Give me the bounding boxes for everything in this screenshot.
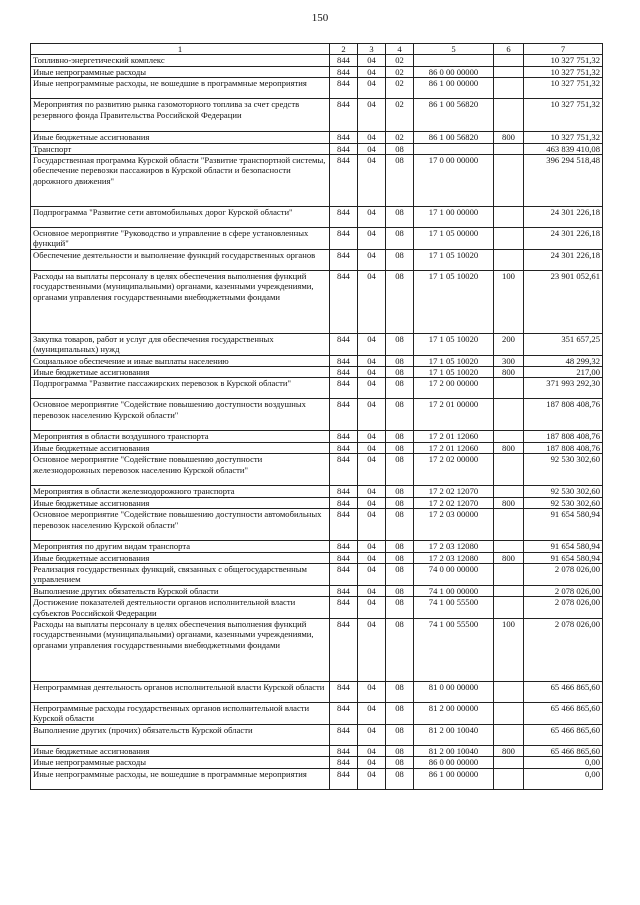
table-row bbox=[31, 355, 603, 366]
row-section: 04 bbox=[358, 757, 386, 768]
row-type bbox=[494, 249, 524, 270]
row-amount: 92 530 302,60 bbox=[524, 486, 603, 497]
row-section: 04 bbox=[358, 618, 386, 681]
header-cell-3: 3 bbox=[358, 44, 386, 55]
row-subsection: 02 bbox=[386, 132, 414, 143]
row-target: 74 1 00 55500 bbox=[414, 618, 494, 681]
row-name: Иные бюджетные ассигнования bbox=[31, 745, 330, 756]
row-type bbox=[494, 378, 524, 399]
row-amount: 10 327 751,32 bbox=[524, 66, 603, 77]
row-name: Основное мероприятие "Содействие повышению доступности воздушных перевозок населению Курской области" bbox=[31, 399, 330, 431]
row-target: 17 1 05 00000 bbox=[414, 228, 494, 250]
row-target bbox=[414, 143, 494, 154]
row-target: 74 1 00 00000 bbox=[414, 585, 494, 596]
row-type bbox=[494, 563, 524, 585]
row-type bbox=[494, 724, 524, 745]
row-type: 800 bbox=[494, 497, 524, 508]
row-section: 04 bbox=[358, 333, 386, 355]
row-target: 86 1 00 00000 bbox=[414, 78, 494, 99]
row-amount: 0,00 bbox=[524, 768, 603, 789]
row-name: Иные непрограммные расходы, не вошедшие в программные мероприятия bbox=[31, 768, 330, 789]
row-section: 04 bbox=[358, 497, 386, 508]
row-amount: 10 327 751,32 bbox=[524, 99, 603, 132]
table-row bbox=[31, 367, 603, 378]
row-subsection: 08 bbox=[386, 207, 414, 228]
row-code: 844 bbox=[330, 355, 358, 366]
table-row bbox=[31, 745, 603, 756]
row-target: 17 1 05 10020 bbox=[414, 249, 494, 270]
row-code: 844 bbox=[330, 745, 358, 756]
row-amount: 23 901 052,61 bbox=[524, 270, 603, 333]
table-row bbox=[31, 333, 603, 355]
row-code: 844 bbox=[330, 431, 358, 442]
row-type: 200 bbox=[494, 333, 524, 355]
row-type bbox=[494, 757, 524, 768]
row-code: 844 bbox=[330, 155, 358, 207]
row-name: Иные бюджетные ассигнования bbox=[31, 442, 330, 453]
table-row bbox=[31, 702, 603, 724]
row-subsection: 08 bbox=[386, 378, 414, 399]
row-code: 844 bbox=[330, 541, 358, 552]
row-amount: 10 327 751,32 bbox=[524, 78, 603, 99]
row-section: 04 bbox=[358, 155, 386, 207]
row-type bbox=[494, 66, 524, 77]
row-section: 04 bbox=[358, 55, 386, 66]
row-amount: 24 301 226,18 bbox=[524, 249, 603, 270]
row-type: 800 bbox=[494, 552, 524, 563]
row-type bbox=[494, 228, 524, 250]
row-section: 04 bbox=[358, 99, 386, 132]
row-amount: 91 654 580,94 bbox=[524, 541, 603, 552]
row-target: 17 2 03 00000 bbox=[414, 509, 494, 541]
header-cell-2: 2 bbox=[330, 44, 358, 55]
row-section: 04 bbox=[358, 270, 386, 333]
row-target: 17 2 03 12080 bbox=[414, 552, 494, 563]
row-amount: 351 657,25 bbox=[524, 333, 603, 355]
row-subsection: 08 bbox=[386, 552, 414, 563]
row-section: 04 bbox=[358, 66, 386, 77]
table-body bbox=[31, 55, 603, 789]
row-name: Основное мероприятие "Руководство и управление в сфере установленных функций" bbox=[31, 228, 330, 250]
row-target: 74 1 00 55500 bbox=[414, 597, 494, 619]
row-subsection: 08 bbox=[386, 563, 414, 585]
row-target: 81 2 00 00000 bbox=[414, 702, 494, 724]
row-amount: 2 078 026,00 bbox=[524, 563, 603, 585]
row-target: 17 2 01 00000 bbox=[414, 399, 494, 431]
row-code: 844 bbox=[330, 563, 358, 585]
row-amount: 371 993 292,30 bbox=[524, 378, 603, 399]
row-subsection: 08 bbox=[386, 768, 414, 789]
row-section: 04 bbox=[358, 768, 386, 789]
row-code: 844 bbox=[330, 378, 358, 399]
row-type bbox=[494, 541, 524, 552]
row-amount: 91 654 580,94 bbox=[524, 509, 603, 541]
table-row bbox=[31, 207, 603, 228]
row-target: 81 0 00 00000 bbox=[414, 681, 494, 702]
row-code: 844 bbox=[330, 618, 358, 681]
row-target: 17 1 05 10020 bbox=[414, 355, 494, 366]
row-code: 844 bbox=[330, 367, 358, 378]
row-subsection: 02 bbox=[386, 99, 414, 132]
row-name: Реализация государственных функций, связанных с общегосударственным управлением bbox=[31, 563, 330, 585]
row-amount: 10 327 751,32 bbox=[524, 55, 603, 66]
row-amount: 24 301 226,18 bbox=[524, 207, 603, 228]
row-name: Подпрограмма "Развитие пассажирских перевозок в Курской области" bbox=[31, 378, 330, 399]
row-amount: 2 078 026,00 bbox=[524, 585, 603, 596]
row-subsection: 08 bbox=[386, 509, 414, 541]
row-target: 17 2 01 12060 bbox=[414, 431, 494, 442]
row-target: 86 0 00 00000 bbox=[414, 757, 494, 768]
table-row bbox=[31, 509, 603, 541]
row-amount: 48 299,32 bbox=[524, 355, 603, 366]
row-amount: 187 808 408,76 bbox=[524, 431, 603, 442]
table-row bbox=[31, 431, 603, 442]
row-type bbox=[494, 454, 524, 486]
row-name: Иные бюджетные ассигнования bbox=[31, 367, 330, 378]
header-cell-7: 7 bbox=[524, 44, 603, 55]
header-row bbox=[31, 44, 603, 55]
row-code: 844 bbox=[330, 757, 358, 768]
row-code: 844 bbox=[330, 207, 358, 228]
table-row bbox=[31, 724, 603, 745]
row-type bbox=[494, 768, 524, 789]
table-row bbox=[31, 597, 603, 619]
row-amount: 2 078 026,00 bbox=[524, 597, 603, 619]
row-target: 17 0 00 00000 bbox=[414, 155, 494, 207]
row-code: 844 bbox=[330, 132, 358, 143]
row-subsection: 08 bbox=[386, 249, 414, 270]
row-subsection: 08 bbox=[386, 431, 414, 442]
row-subsection: 08 bbox=[386, 745, 414, 756]
row-target: 86 0 00 00000 bbox=[414, 66, 494, 77]
row-subsection: 08 bbox=[386, 367, 414, 378]
row-amount: 2 078 026,00 bbox=[524, 618, 603, 681]
row-type bbox=[494, 509, 524, 541]
table-row bbox=[31, 585, 603, 596]
row-amount: 463 839 410,08 bbox=[524, 143, 603, 154]
row-amount: 91 654 580,94 bbox=[524, 552, 603, 563]
row-amount: 92 530 302,60 bbox=[524, 454, 603, 486]
table-row bbox=[31, 552, 603, 563]
row-type bbox=[494, 431, 524, 442]
row-code: 844 bbox=[330, 442, 358, 453]
budget-table bbox=[30, 43, 603, 790]
row-name: Подпрограмма "Развитие сети автомобильных дорог Курской области" bbox=[31, 207, 330, 228]
row-section: 04 bbox=[358, 681, 386, 702]
table-row bbox=[31, 768, 603, 789]
row-section: 04 bbox=[358, 724, 386, 745]
table-row bbox=[31, 442, 603, 453]
row-target: 17 1 05 10020 bbox=[414, 333, 494, 355]
table-row bbox=[31, 143, 603, 154]
row-section: 04 bbox=[358, 552, 386, 563]
header-cell-1: 1 bbox=[31, 44, 330, 55]
row-code: 844 bbox=[330, 486, 358, 497]
row-code: 844 bbox=[330, 681, 358, 702]
row-section: 04 bbox=[358, 78, 386, 99]
row-type bbox=[494, 155, 524, 207]
row-type bbox=[494, 99, 524, 132]
row-target: 81 2 00 10040 bbox=[414, 745, 494, 756]
row-subsection: 08 bbox=[386, 143, 414, 154]
row-type: 800 bbox=[494, 367, 524, 378]
row-name: Обеспечение деятельности и выполнение функций государственных органов bbox=[31, 249, 330, 270]
row-subsection: 08 bbox=[386, 702, 414, 724]
row-target: 17 2 02 00000 bbox=[414, 454, 494, 486]
row-amount: 65 466 865,60 bbox=[524, 681, 603, 702]
row-subsection: 08 bbox=[386, 585, 414, 596]
row-target: 86 1 00 56820 bbox=[414, 99, 494, 132]
row-name: Государственная программа Курской области "Развитие транспортной системы, обеспечение перевозки пассажиров в Курской области и безопасности дорожного движения" bbox=[31, 155, 330, 207]
row-code: 844 bbox=[330, 78, 358, 99]
header-cell-5: 5 bbox=[414, 44, 494, 55]
row-code: 844 bbox=[330, 143, 358, 154]
row-name: Непрограммная деятельность органов исполнительной власти Курской области bbox=[31, 681, 330, 702]
table-row bbox=[31, 757, 603, 768]
row-section: 04 bbox=[358, 399, 386, 431]
row-name: Иные непрограммные расходы, не вошедшие в программные мероприятия bbox=[31, 78, 330, 99]
row-subsection: 08 bbox=[386, 228, 414, 250]
row-section: 04 bbox=[358, 541, 386, 552]
row-code: 844 bbox=[330, 724, 358, 745]
row-name: Иные бюджетные ассигнования bbox=[31, 552, 330, 563]
row-name: Иные бюджетные ассигнования bbox=[31, 132, 330, 143]
row-type bbox=[494, 597, 524, 619]
row-amount: 92 530 302,60 bbox=[524, 497, 603, 508]
row-amount: 24 301 226,18 bbox=[524, 228, 603, 250]
row-target: 81 2 00 10040 bbox=[414, 724, 494, 745]
row-target: 17 2 02 12070 bbox=[414, 497, 494, 508]
row-subsection: 02 bbox=[386, 55, 414, 66]
row-amount: 65 466 865,60 bbox=[524, 745, 603, 756]
row-name: Выполнение других (прочих) обязательств Курской области bbox=[31, 724, 330, 745]
row-subsection: 08 bbox=[386, 724, 414, 745]
row-code: 844 bbox=[330, 399, 358, 431]
table-row bbox=[31, 132, 603, 143]
row-code: 844 bbox=[330, 585, 358, 596]
table-row bbox=[31, 563, 603, 585]
row-section: 04 bbox=[358, 249, 386, 270]
row-amount: 65 466 865,60 bbox=[524, 702, 603, 724]
row-name: Основное мероприятие "Содействие повышению доступности автомобильных перевозок населению Курской области" bbox=[31, 509, 330, 541]
row-name: Расходы на выплаты персоналу в целях обеспечения выполнения функций государственными (муниципальными) органами, казенными учреждениями, органами управления государственными внебюджетными фондами bbox=[31, 270, 330, 333]
row-name: Мероприятия по развитию рынка газомоторного топлива за счет средств резервного фонда Правительства Российской Федерации bbox=[31, 99, 330, 132]
row-section: 04 bbox=[358, 563, 386, 585]
row-section: 04 bbox=[358, 597, 386, 619]
row-name: Иные непрограммные расходы bbox=[31, 66, 330, 77]
row-section: 04 bbox=[358, 228, 386, 250]
row-code: 844 bbox=[330, 597, 358, 619]
row-subsection: 08 bbox=[386, 333, 414, 355]
table-row bbox=[31, 681, 603, 702]
row-target: 86 1 00 00000 bbox=[414, 768, 494, 789]
row-target: 17 1 00 00000 bbox=[414, 207, 494, 228]
row-section: 04 bbox=[358, 486, 386, 497]
row-name: Мероприятия в области воздушного транспорта bbox=[31, 431, 330, 442]
row-type bbox=[494, 486, 524, 497]
row-subsection: 08 bbox=[386, 486, 414, 497]
row-type: 800 bbox=[494, 745, 524, 756]
table-row bbox=[31, 78, 603, 99]
row-subsection: 08 bbox=[386, 442, 414, 453]
table-row bbox=[31, 66, 603, 77]
row-amount: 0,00 bbox=[524, 757, 603, 768]
header-cell-6: 6 bbox=[494, 44, 524, 55]
row-code: 844 bbox=[330, 333, 358, 355]
row-code: 844 bbox=[330, 66, 358, 77]
table-row bbox=[31, 228, 603, 250]
row-target: 74 0 00 00000 bbox=[414, 563, 494, 585]
table-row bbox=[31, 497, 603, 508]
row-type bbox=[494, 143, 524, 154]
row-section: 04 bbox=[358, 367, 386, 378]
row-type bbox=[494, 78, 524, 99]
row-type bbox=[494, 681, 524, 702]
table-row bbox=[31, 378, 603, 399]
row-name: Достижение показателей деятельности органов исполнительной власти субъектов Российской Федерации bbox=[31, 597, 330, 619]
row-code: 844 bbox=[330, 228, 358, 250]
row-target: 17 2 02 12070 bbox=[414, 486, 494, 497]
row-target: 17 1 05 10020 bbox=[414, 270, 494, 333]
row-subsection: 08 bbox=[386, 270, 414, 333]
row-section: 04 bbox=[358, 745, 386, 756]
row-target: 86 1 00 56820 bbox=[414, 132, 494, 143]
row-section: 04 bbox=[358, 132, 386, 143]
row-type: 100 bbox=[494, 618, 524, 681]
row-subsection: 08 bbox=[386, 497, 414, 508]
row-name: Выполнение других обязательств Курской области bbox=[31, 585, 330, 596]
row-code: 844 bbox=[330, 454, 358, 486]
row-subsection: 08 bbox=[386, 597, 414, 619]
table-row bbox=[31, 454, 603, 486]
table-row bbox=[31, 541, 603, 552]
row-type: 800 bbox=[494, 132, 524, 143]
row-name: Мероприятия по другим видам транспорта bbox=[31, 541, 330, 552]
row-type bbox=[494, 702, 524, 724]
row-code: 844 bbox=[330, 497, 358, 508]
row-code: 844 bbox=[330, 99, 358, 132]
row-target: 17 1 05 10020 bbox=[414, 367, 494, 378]
row-code: 844 bbox=[330, 249, 358, 270]
row-name: Непрограммные расходы государственных органов исполнительной власти Курской области bbox=[31, 702, 330, 724]
row-subsection: 02 bbox=[386, 66, 414, 77]
table-row bbox=[31, 155, 603, 207]
row-section: 04 bbox=[358, 442, 386, 453]
row-code: 844 bbox=[330, 768, 358, 789]
row-subsection: 08 bbox=[386, 355, 414, 366]
row-target: 17 2 03 12080 bbox=[414, 541, 494, 552]
row-amount: 396 294 518,48 bbox=[524, 155, 603, 207]
row-amount: 65 466 865,60 bbox=[524, 724, 603, 745]
row-subsection: 08 bbox=[386, 155, 414, 207]
row-code: 844 bbox=[330, 55, 358, 66]
row-section: 04 bbox=[358, 207, 386, 228]
row-section: 04 bbox=[358, 585, 386, 596]
row-section: 04 bbox=[358, 702, 386, 724]
header-cell-4: 4 bbox=[386, 44, 414, 55]
row-target: 17 2 01 12060 bbox=[414, 442, 494, 453]
row-amount: 187 808 408,76 bbox=[524, 399, 603, 431]
row-type bbox=[494, 399, 524, 431]
row-code: 844 bbox=[330, 509, 358, 541]
row-type bbox=[494, 207, 524, 228]
row-section: 04 bbox=[358, 143, 386, 154]
row-name: Закупка товаров, работ и услуг для обеспечения государственных (муниципальных) нужд bbox=[31, 333, 330, 355]
row-type: 100 bbox=[494, 270, 524, 333]
row-type: 800 bbox=[494, 442, 524, 453]
row-subsection: 08 bbox=[386, 399, 414, 431]
table-row bbox=[31, 55, 603, 66]
row-name: Иные бюджетные ассигнования bbox=[31, 497, 330, 508]
row-amount: 10 327 751,32 bbox=[524, 132, 603, 143]
table-row bbox=[31, 249, 603, 270]
row-name: Мероприятия в области железнодорожного транспорта bbox=[31, 486, 330, 497]
row-name: Транспорт bbox=[31, 143, 330, 154]
row-section: 04 bbox=[358, 431, 386, 442]
table-row bbox=[31, 618, 603, 681]
row-section: 04 bbox=[358, 454, 386, 486]
row-subsection: 02 bbox=[386, 78, 414, 99]
page-number: 150 bbox=[311, 12, 329, 24]
row-name: Основное мероприятие "Содействие повышению доступности железнодорожных перевозок населению Курской области" bbox=[31, 454, 330, 486]
row-target bbox=[414, 55, 494, 66]
row-section: 04 bbox=[358, 378, 386, 399]
row-code: 844 bbox=[330, 702, 358, 724]
row-subsection: 08 bbox=[386, 618, 414, 681]
row-name: Топливно-энергетический комплекс bbox=[31, 55, 330, 66]
row-section: 04 bbox=[358, 509, 386, 541]
table-row bbox=[31, 99, 603, 132]
row-name: Иные непрограммные расходы bbox=[31, 757, 330, 768]
row-amount: 187 808 408,76 bbox=[524, 442, 603, 453]
row-subsection: 08 bbox=[386, 541, 414, 552]
row-amount: 217,00 bbox=[524, 367, 603, 378]
row-name: Расходы на выплаты персоналу в целях обеспечения выполнения функций государственными (муниципальными) органами, казенными учреждениями, органами управления государственными внебюджетными фондами bbox=[31, 618, 330, 681]
row-subsection: 08 bbox=[386, 454, 414, 486]
table-row bbox=[31, 486, 603, 497]
row-code: 844 bbox=[330, 552, 358, 563]
row-code: 844 bbox=[330, 270, 358, 333]
row-type bbox=[494, 585, 524, 596]
row-subsection: 08 bbox=[386, 681, 414, 702]
row-target: 17 2 00 00000 bbox=[414, 378, 494, 399]
row-subsection: 08 bbox=[386, 757, 414, 768]
row-type: 300 bbox=[494, 355, 524, 366]
row-name: Социальное обеспечение и иные выплаты населению bbox=[31, 355, 330, 366]
row-type bbox=[494, 55, 524, 66]
table-row bbox=[31, 270, 603, 333]
table-row bbox=[31, 399, 603, 431]
row-section: 04 bbox=[358, 355, 386, 366]
